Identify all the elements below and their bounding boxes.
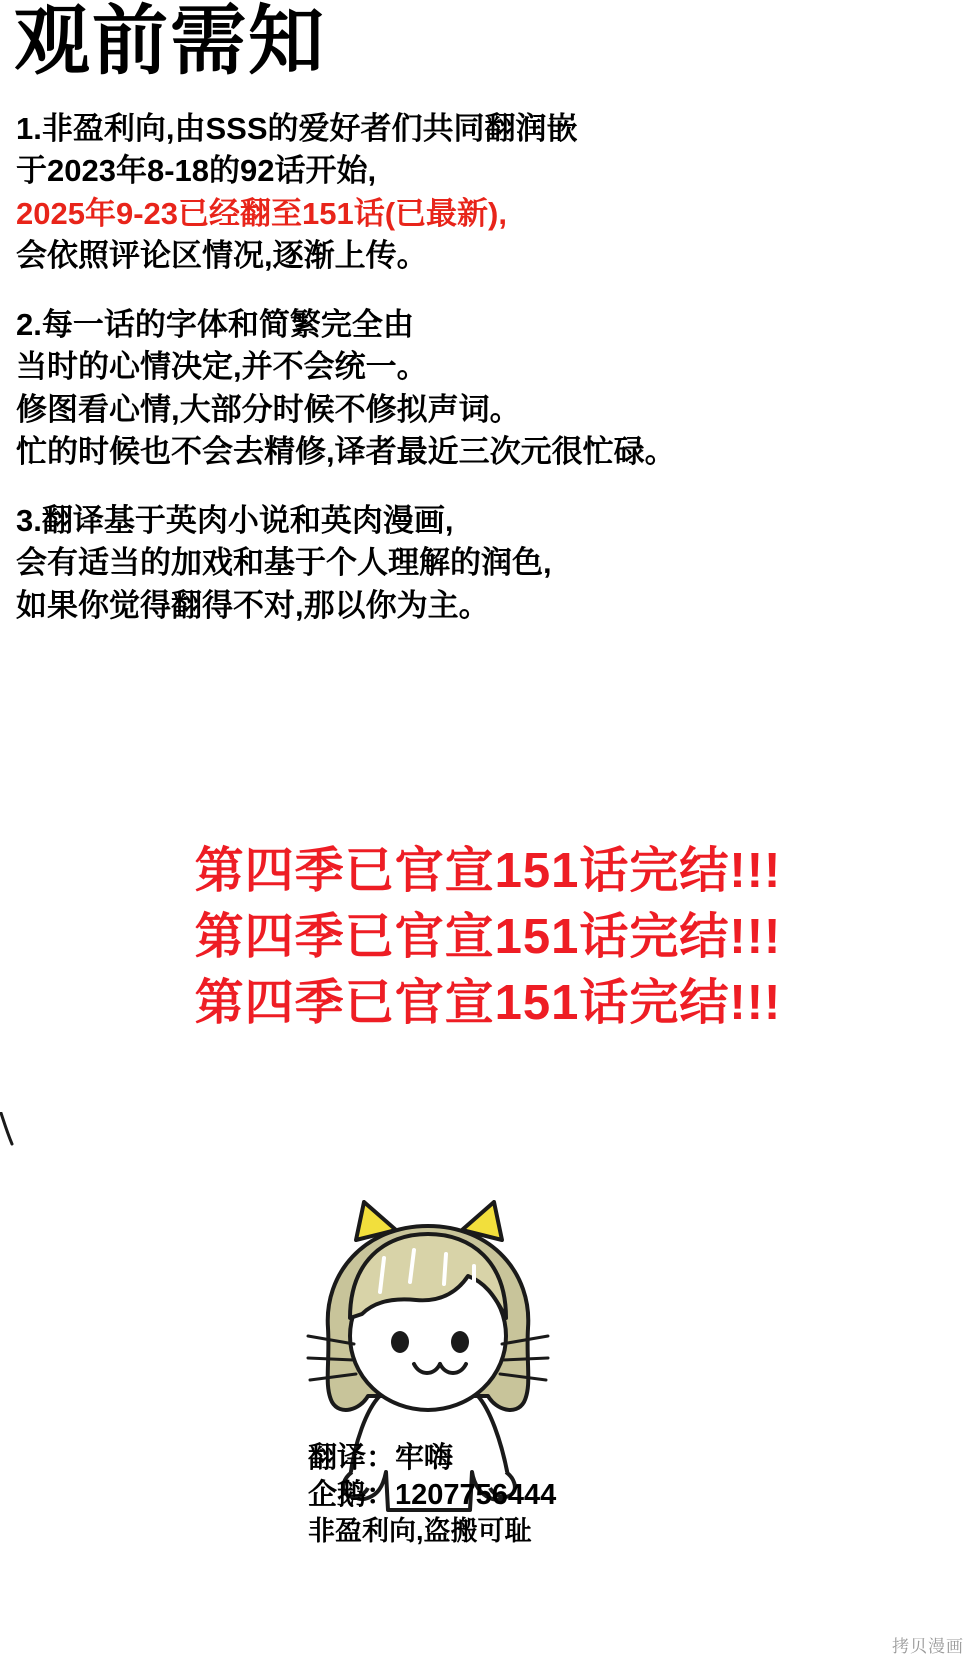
note-line-highlight: 2025年9-23已经翻至151话(已最新),	[16, 195, 507, 231]
note-block-2	[16, 304, 946, 474]
notes-section	[16, 108, 946, 653]
note-line: 于2023年8-18的92话开始,	[16, 153, 377, 189]
stray-ink-mark-icon	[0, 1112, 16, 1146]
qq-credit: 企鹅：1207756444	[308, 1479, 557, 1512]
watermark: 拷贝漫画	[892, 1637, 964, 1656]
credits-block	[308, 1440, 556, 1549]
note-line: 修图看心情,大部分时候不修拟声词。	[16, 391, 521, 427]
page-title: 观前需知	[14, 0, 326, 84]
note-line: 当时的心情决定,并不会统一。	[16, 349, 428, 385]
announcement-banner	[0, 838, 976, 1036]
note-line: 会有适当的加戏和基于个人理解的润色,	[16, 545, 552, 581]
announcement-line: 第四季已官宣151话完结!!!	[194, 910, 782, 965]
note-block-3	[16, 500, 946, 627]
announcement-line: 第四季已官宣151话完结!!!	[194, 976, 782, 1031]
note-line: 如果你觉得翻得不对,那以你为主。	[16, 587, 490, 623]
note-block-1	[16, 108, 946, 278]
note-line: 忙的时候也不会去精修,译者最近三次元很忙碌。	[16, 434, 676, 470]
note-line: 会依照评论区情况,逐渐上传。	[16, 238, 428, 274]
translator-credit: 翻译：牢嗨	[308, 1442, 454, 1474]
note-line: 3.翻译基于英肉小说和英肉漫画,	[16, 502, 454, 538]
note-line: 1.非盈利向,由SSS的爱好者们共同翻润嵌	[16, 111, 578, 146]
announcement-line: 第四季已官宣151话完结!!!	[194, 844, 782, 898]
disclaimer-text: 非盈利向,盗搬可耻	[308, 1516, 532, 1547]
note-line: 2.每一话的字体和简繁完全由	[16, 306, 414, 342]
